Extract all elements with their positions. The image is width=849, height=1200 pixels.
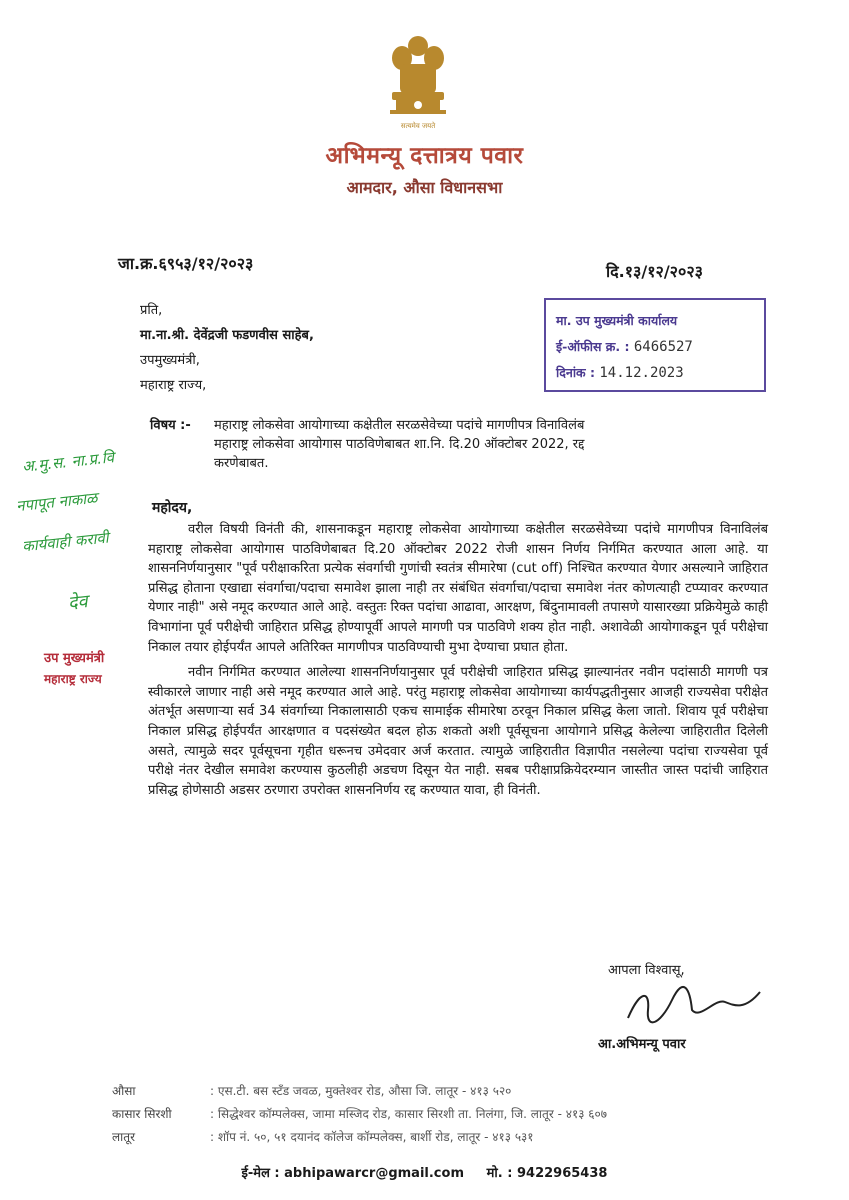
footer-address: : एस.टी. बस स्टँड जवळ, मुक्तेश्वर रोड, औसा जि. लातूर - ४१३ ५२०: [210, 1084, 512, 1098]
salutation: महोदय,: [152, 500, 193, 516]
stamp-eoffice-label: ई-ऑफीस क्र. :: [556, 339, 630, 354]
mobile-number: 9422965438: [516, 1166, 608, 1181]
signature-icon: [620, 980, 770, 1030]
body-paragraph-2: नवीन निर्गमित करण्यात आलेल्या शासननिर्णयानुसार पूर्व परीक्षेची जाहिरात प्रसिद्ध झाल्यानंतर नवीन पदांसाठी मागणी पत्र स्वीकारले जाणार नाही असे नमूद करण्यात आले आहे. परंतु महाराष्ट्र लोकसेवा आयोगाच्या कार्यपद्धतीनुसार आजही राज्यसेवा परीक्षेत अंतर्भूत असणाऱ्या सर्व 34 संवर्गाच्या निकालासाठी एकच सामाईक सीमारेषा ठरवून निकाल प्रसिद्ध केला जातो. शिवाय पूर्व परीक्षेचा निकाल प्रसिद्ध होईपर्यंत आरक्षणात व पदसंख्येत बदल होऊ शकतो अशी पूर्वसूचना आयोगाने प्रसिद्ध केलेल्या जाहिरातीत दिलेली असते, त्यामुळे सदर पूर्वसूचना गृहीत धरूनच उमेदवार अर्ज करतात. त्यामुळे जाहिरातीत विज्ञापीत नसलेल्या पदांचा राज्यसेवा पूर्व परीक्षे नंतर देखील समावेश करण्यास कुठलीही अडचण दिसून येत नाही. सबब परीक्षाप्रक्रियेदरम्यान जास्तीत जास्त पदांची जाहिरात प्रसिद्ध होणेसाठी अडसर ठरणारा उपरोक्त शासननिर्णय रद्द करण्यात यावा, ही विनंती.: [148, 665, 768, 798]
footer-addresses: [112, 1080, 607, 1149]
footer-place: लातूर: [112, 1130, 135, 1144]
footer-address: : शॉप नं. ५०, ५१ दयानंद कॉलेज कॉम्पलेक्स, बार्शी रोड, लातूर - ४१३ ५३१: [210, 1130, 534, 1144]
letter-body: [148, 520, 768, 806]
subject-line-2: महाराष्ट्र लोकसेवा आयोगास पाठविणेबाबत शा.नि. दि.20 ऑक्टोबर 2022, रद्द: [214, 437, 585, 452]
email-link[interactable]: abhipawarcr@gmail.com: [284, 1166, 464, 1181]
recipient-to: प्रति,: [140, 303, 163, 318]
stamp-date-label: दिनांक :: [556, 365, 596, 380]
recipient-designation: उपमुख्यमंत्री,: [140, 353, 200, 368]
stamp-date-value: 14.12.2023: [599, 365, 684, 381]
handwritten-note-3: कार्यवाही करावी: [21, 528, 110, 556]
national-emblem-icon: [378, 28, 458, 138]
recipient-block: [140, 298, 314, 398]
letter-date: दि.१३/१२/२०२३: [606, 262, 703, 281]
stamp-office: मा. उप मुख्यमंत्री कार्यालय: [556, 313, 678, 328]
body-paragraph-1: वरील विषयी विनंती की, शासनाकडून महाराष्ट्र लोकसेवा आयोगाच्या कक्षेतील सरळसेवेच्या पदांचे मागणीपत्र विनाविलंब महाराष्ट्र लोकसेवा आयोगास पाठविणेबाबत दि.20 ऑक्टोबर 2022 रोजी शासन निर्णय निर्गमित करण्यात आला आहे. या शासननिर्णयानुसार "पूर्व परीक्षाकरिता प्रत्येक संवर्गाची गुणांची स्वतंत्र सीमारेषा (cut off) निश्चित करण्यात येणार असल्याने जाहिरात प्रसिद्ध होताना एखाद्या संवर्गाचा/पदाचा समावेश झाला नाही तर संबंधित संवर्गाचा/पदाचा समावेश नंतर कोणत्याही टप्प्यावर करण्यात येणार नाही" असे नमूद करण्यात आले आहे. वस्तुतः रिक्त पदांचा आढावा, आरक्षण, बिंदुनामावली तपासणे यासारख्या प्रक्रियेमुळे काही विभागांना पूर्व परीक्षेची जाहिरात प्रसिद्ध होण्यापूर्वी आपले मागणी पत्र पाठविणे शक्य होत नाही. अशावेळी आयोगाकडून पूर्व परीक्षेचा निकाल तयार होईपर्यंत आपले अतिरिक्त मागणीपत्र पाठविण्याची मुभा देण्याचा प्रघात होता.: [148, 522, 768, 655]
footer-place: औसा: [112, 1084, 136, 1098]
handwritten-note-1: अ.मु.स. ना.प्र.वि: [21, 448, 115, 476]
closing-yours: आपला विश्वासू,: [608, 963, 685, 978]
recipient-state: महाराष्ट्र राज्य,: [140, 378, 207, 393]
handwritten-initials: देव: [67, 591, 89, 614]
letterhead-role: आमदार, औसा विधानसभा: [346, 178, 503, 197]
subject-block: [150, 416, 670, 473]
seal-line-1: उप मुख्यमंत्री: [44, 651, 105, 666]
handwritten-note-2: नपापूत नाकाळ: [15, 488, 99, 516]
reference-number: जा.क्र.६९५३/१२/२०२३: [118, 254, 254, 273]
footer-row: [112, 1103, 607, 1126]
footer-address: : सिद्धेश्वर कॉम्पलेक्स, जामा मस्जिद रोड, कासार सिरशी ता. निलंगा, जि. लातूर - ४१३ ६०७: [210, 1107, 607, 1121]
footer-place: कासार सिरशी: [112, 1107, 172, 1121]
emblem-motto: सत्यमेव जयते: [400, 122, 436, 130]
footer-row: [112, 1080, 607, 1103]
subject-label: विषय :-: [150, 418, 191, 433]
subject-line-1: महाराष्ट्र लोकसेवा आयोगाच्या कक्षेतील सरळसेवेच्या पदांचे मागणीपत्र विनाविलंब: [214, 418, 585, 433]
stamp-eoffice-number: 6466527: [633, 339, 693, 355]
seal-line-2: महाराष्ट्र राज्य: [44, 672, 102, 686]
footer-contact: [0, 1163, 849, 1181]
email-label: ई-मेल :: [241, 1166, 280, 1181]
mobile-label: मो. :: [486, 1166, 513, 1181]
footer-row: [112, 1126, 607, 1149]
office-stamp: [544, 298, 766, 392]
letterhead-name: अभिमन्यू दत्तात्रय पवार: [325, 143, 524, 169]
signatory-name: आ.अभिमन्यू पवार: [598, 1037, 686, 1052]
recipient-name: मा.ना.श्री. देवेंद्रजी फडणवीस साहेब,: [140, 328, 314, 343]
subject-line-3: करणेबाबत.: [214, 456, 269, 471]
